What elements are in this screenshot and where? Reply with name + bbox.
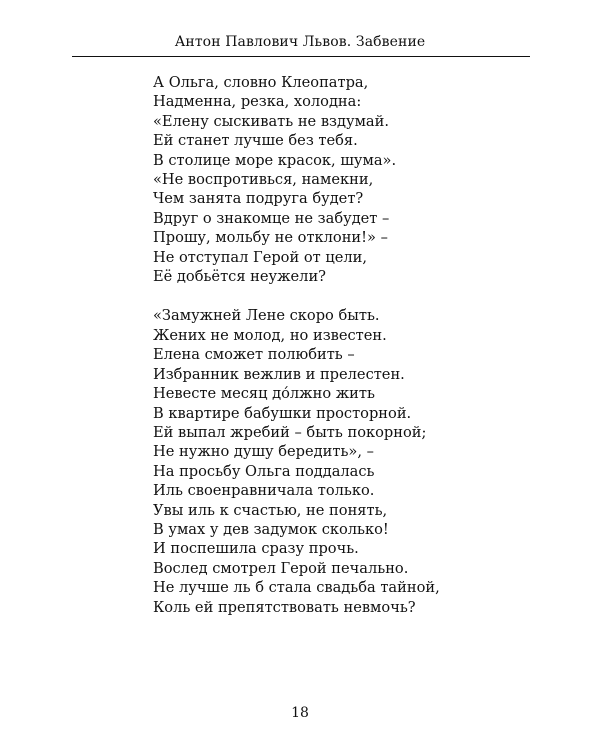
poem-line: «Елену сыскивать не вздумай. (153, 112, 389, 130)
poem-line: Жених не молод, но известен. (153, 326, 387, 344)
header-rule (72, 56, 530, 57)
poem-line: Коль ей препятствовать невмочь? (153, 598, 416, 616)
poem-line: «Не воспротивься, намекни, (153, 171, 374, 189)
poem-line: Увы иль к счастью, не понять, (153, 501, 388, 519)
running-header: Антон Павлович Львов. Забвение (174, 34, 426, 50)
poem-line: Иль своенравничала только. (153, 482, 375, 500)
poem-line: Вослед смотрел Герой печально. (153, 559, 409, 577)
poem-line: В столице море красок, шума». (153, 151, 397, 169)
poem-line: «Замужней Лене скоро быть. (153, 307, 380, 325)
poem-line: Надменна, резка, холодна: (153, 93, 362, 111)
poem-line: Не лучше ль б стала свадьба тайной, (153, 579, 440, 597)
poem-line: Невесте месяц до́лжно жить (153, 385, 375, 403)
poem-line: На просьбу Ольга поддалась (153, 462, 375, 480)
poem-line: Не нужно душу бередить», – (153, 443, 374, 461)
poem-line: Не отступал Герой от цели, (153, 248, 367, 266)
poem-line: А Ольга, словно Клеопатра, (153, 74, 369, 91)
poem-line: Избранник вежлив и прелестен. (153, 365, 405, 383)
poem-line: В квартире бабушки просторной. (153, 404, 412, 422)
stanza-1 (153, 73, 573, 286)
poem-line: Ей выпал жребий – быть покорной; (153, 423, 427, 441)
poem-line: Елена сможет полюбить – (153, 346, 355, 364)
poem-line: И поспешила сразу прочь. (153, 540, 359, 558)
stanza-2 (153, 306, 573, 617)
poem-line: Прошу, мольбу не отклони!» – (153, 229, 388, 247)
poem-line: В умах у дев задумок сколько! (153, 520, 389, 538)
poem-line: Чем занята подруга будет? (153, 190, 364, 208)
poem (153, 73, 573, 617)
poem-line: Вдруг о знакомце не забудет – (153, 209, 390, 227)
poem-line: Её добьётся неужели? (153, 268, 326, 286)
page-number: 18 (291, 705, 309, 721)
poem-line: Ей станет лучше без тебя. (153, 132, 358, 150)
